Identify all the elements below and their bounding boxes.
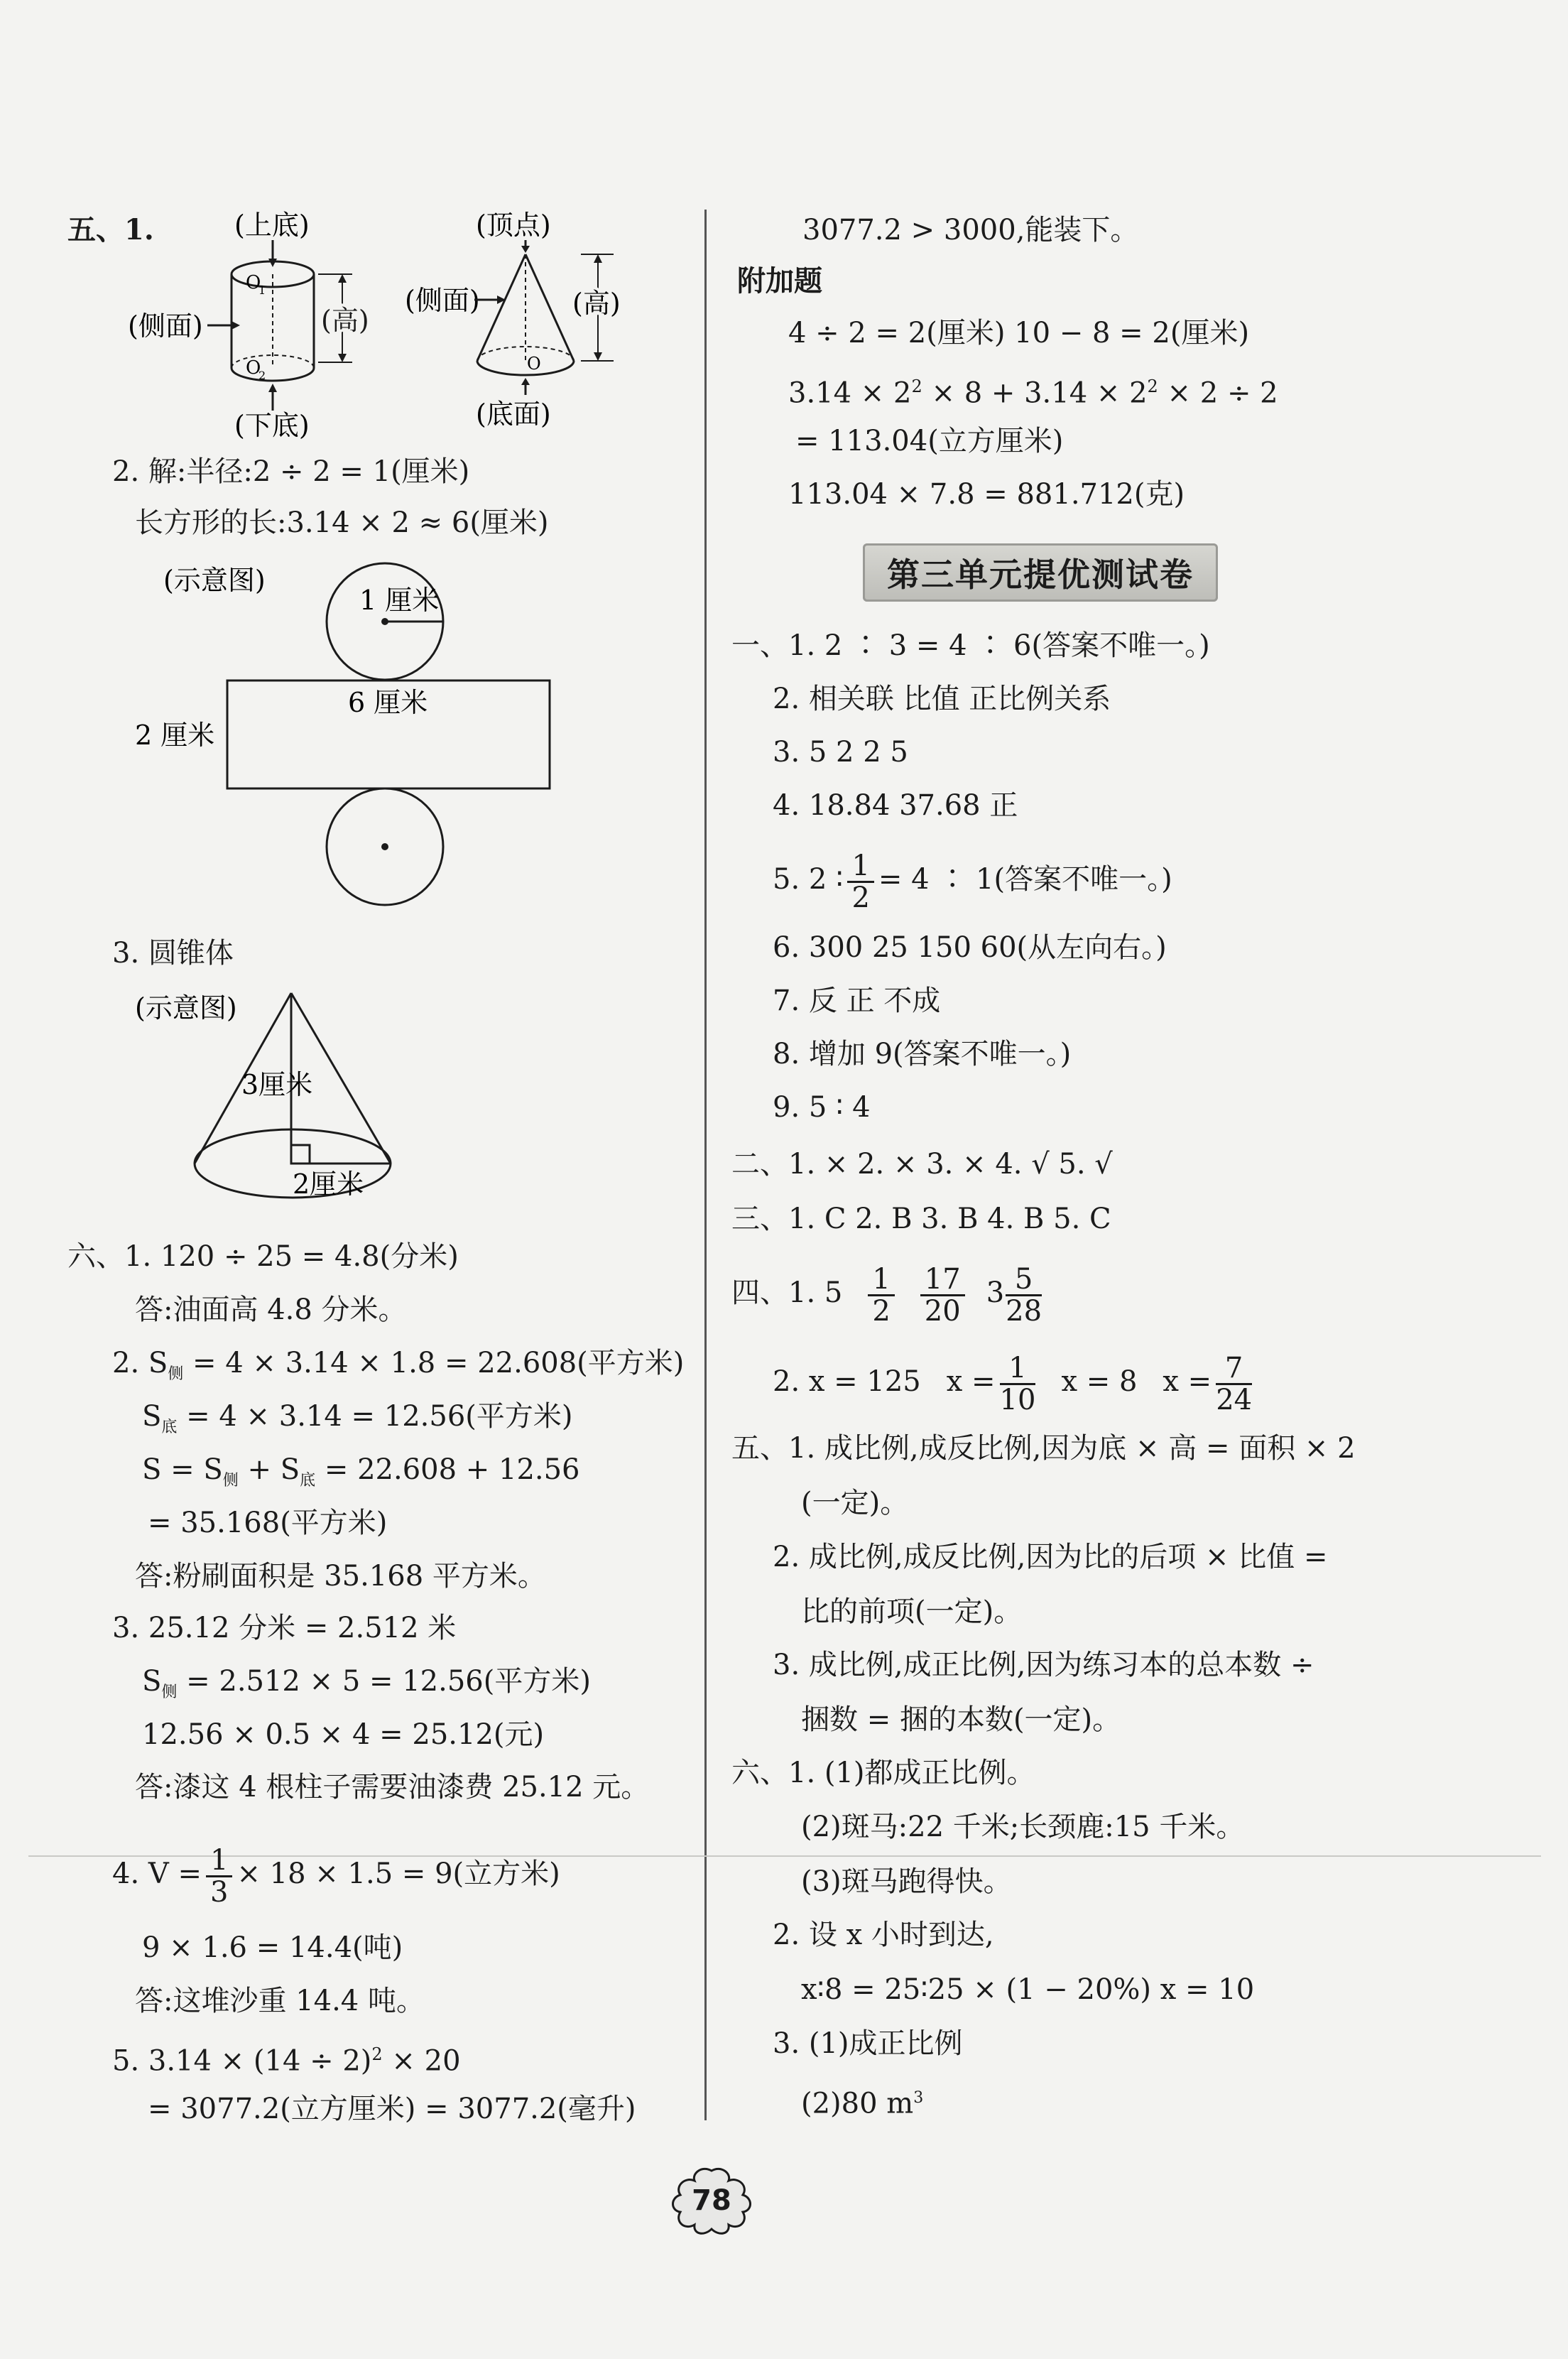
cone-diagram-note: (示意图) — [135, 992, 237, 1024]
cylinder-o1: O — [246, 272, 261, 293]
s5-2-line1: 2. 解:半径:2 ÷ 2 = 1(厘米) — [112, 455, 470, 488]
s6-4-line2: 9 × 1.6 = 14.4(吨) — [142, 1931, 403, 1964]
q1-item5: 5. 2 ∶ $\frac{1}{2}$ = 4 ∶ 1(答案不唯一。) — [773, 849, 1172, 914]
s5-3-line1: 3. 圆锥体 — [112, 937, 234, 970]
extra-line1: 4 ÷ 2 = 2(厘米) 10 − 8 = 2(厘米) — [788, 317, 1250, 349]
q5-line1: 五、1. 成比例,成反比例,因为底 × 高 = 面积 × 2 — [731, 1432, 1356, 1465]
cone-schematic-diagram — [135, 987, 433, 1222]
s6-3-line1: 3. 25.12 分米 = 2.512 米 — [112, 1612, 457, 1644]
net-width-label: 2 厘米 — [135, 720, 215, 751]
net-radius-label: 1 厘米 — [359, 585, 440, 616]
extra-line2: $3.14 \times 2^2 \times 8 + 3.14 \times 2^2 \times 2 \div 2$ — [788, 376, 1278, 410]
s6-3-line2: $S_侧 = 2.512 \times 5 = 12.56$(平方米) — [142, 1665, 591, 1701]
cone-radius-label: 2厘米 — [293, 1168, 364, 1200]
cylinder-top-label: (上底) — [234, 210, 310, 241]
cylinder-bottom-label: (下底) — [234, 410, 310, 441]
extra-title: 附加题 — [737, 264, 822, 298]
right-top-line: 3077.2 > 3000,能装下。 — [802, 214, 1139, 246]
q1-item4: 4. 18.84 37.68 正 — [773, 789, 1018, 822]
net-diagram-note: (示意图) — [163, 565, 266, 596]
s6-2-line1: 2. $S_侧 = 4 \times 3.14 \times 1.8 = 22.608$(平方米) — [112, 1347, 685, 1383]
q5-line3: 2. 成比例,成反比例,因为比的后项 × 比值 = — [773, 1541, 1328, 1573]
cone-slant-label: 3厘米 — [241, 1069, 313, 1100]
q6-line1: 六、1. (1)都成正比例。 — [731, 1757, 1035, 1789]
s6-4-line3: 答:这堆沙重 14.4 吨。 — [135, 1985, 425, 2017]
q1-item7: 7. 反 正 不成 — [773, 985, 941, 1017]
q5-line5: 3. 成比例,成正比例,因为练习本的总本数 ÷ — [773, 1649, 1314, 1681]
q6-line7: (2)80 $m^3$ — [801, 2087, 924, 2120]
cylinder-height-label: (高) — [321, 305, 369, 336]
cone-apex-label: (顶点) — [476, 210, 551, 241]
unit-title-banner: 第三单元提优测试卷 — [863, 543, 1218, 602]
q2-line: 二、1. × 2. × 3. × 4. √ 5. √ — [731, 1148, 1113, 1181]
s6-5-line1: 5. $3.14 \times (14 \div 2)^2 \times 20$ — [112, 2044, 461, 2078]
page-number-badge — [669, 2167, 754, 2235]
s6-3-line3: 12.56 × 0.5 × 4 = 25.12(元) — [142, 1718, 545, 1751]
extra-line3: = 113.04(立方厘米) — [795, 425, 1064, 457]
q6-line2: (2)斑马:22 千米;长颈鹿:15 千米。 — [801, 1811, 1245, 1843]
q1-item9: 9. 5 ∶ 4 — [773, 1091, 871, 1124]
page-number: 78 — [692, 2184, 731, 2217]
s5-2-line2: 长方形的长:3.14 × 2 ≈ 6(厘米) — [135, 506, 549, 539]
q1-item3: 3. 5 2 2 5 — [773, 736, 908, 769]
s6-5-line2: = 3077.2(立方厘米) = 3077.2(毫升) — [148, 2093, 636, 2125]
q6-line5: x∶8 = 25∶25 × (1 − 20%) x = 10 — [801, 1973, 1255, 2006]
s6-1-line1: 六、1. 120 ÷ 25 = 4.8(分米) — [67, 1240, 459, 1273]
q1-item2: 2. 相关联 比值 正比例关系 — [773, 683, 1111, 715]
s6-4-line1: 4. V = $\frac{1}{3}$ × 18 × 1.5 = 9(立方米) — [112, 1843, 560, 1909]
q6-line3: (3)斑马跑得快。 — [801, 1865, 1012, 1898]
net-length-label: 6 厘米 — [348, 687, 428, 718]
cylinder-side-label: (侧面) — [128, 310, 203, 342]
cone-side-label: (侧面) — [405, 285, 480, 316]
s6-2-line2: $S_底 = 4 \times 3.14 = 12.56$(平方米) — [142, 1400, 573, 1436]
cone-center-o: O — [527, 354, 541, 374]
section-5-1-label: 五、1. — [67, 213, 154, 246]
s6-1-line2: 答:油面高 4.8 分米。 — [135, 1294, 407, 1326]
cylinder-o2-sub: 2 — [258, 369, 266, 382]
q4-line1: 四、1. 5 $\frac{1}{2}$ $\frac{17}{20}$ 3 $\frac{5}{28}$ — [731, 1262, 1042, 1328]
q4-line2: 2. x = 125 x = $\frac{1}{10}$ x = 8 x = $\frac{7}{24}$ — [773, 1351, 1253, 1416]
cylinder-net-diagram — [135, 554, 575, 909]
q5-line4: 比的前项(一定)。 — [801, 1595, 1023, 1628]
q5-line6: 捆数 = 捆的本数(一定)。 — [801, 1703, 1121, 1736]
q1-item1: 一、1. 2 ∶ 3 = 4 ∶ 6(答案不唯一。) — [731, 629, 1210, 662]
q6-line4: 2. 设 x 小时到达, — [773, 1919, 994, 1951]
s6-2-line3: $S = S_侧 + S_底 = 22.608 + 12.56$ — [142, 1453, 580, 1490]
s6-2-line4: = 35.168(平方米) — [148, 1507, 388, 1539]
cylinder-o1-sub: 1 — [258, 283, 266, 297]
cylinder-diagram — [128, 206, 426, 440]
cylinder-o2: O — [246, 357, 261, 379]
cone-diagram — [405, 206, 703, 433]
fraction-one-third: $\frac{1}{3}$ — [206, 1845, 232, 1907]
cone-base-label: (底面) — [476, 398, 551, 430]
fraction-one-half: $\frac{1}{2}$ — [847, 851, 873, 913]
s6-2-line5: 答:粉刷面积是 35.168 平方米。 — [135, 1560, 546, 1593]
q5-line2: (一定)。 — [801, 1487, 909, 1519]
extra-line4: 113.04 × 7.8 = 881.712(克) — [788, 478, 1185, 511]
q1-item8: 8. 增加 9(答案不唯一。) — [773, 1038, 1072, 1070]
q1-item6: 6. 300 25 150 60(从左向右。) — [773, 931, 1167, 964]
column-divider — [704, 210, 707, 2120]
q6-line6: 3. (1)成正比例 — [773, 2027, 963, 2060]
cone-height-label: (高) — [572, 288, 621, 319]
q3-line: 三、1. C 2. B 3. B 4. B 5. C — [731, 1203, 1111, 1235]
s6-3-line4: 答:漆这 4 根柱子需要油漆费 25.12 元。 — [135, 1771, 650, 1804]
